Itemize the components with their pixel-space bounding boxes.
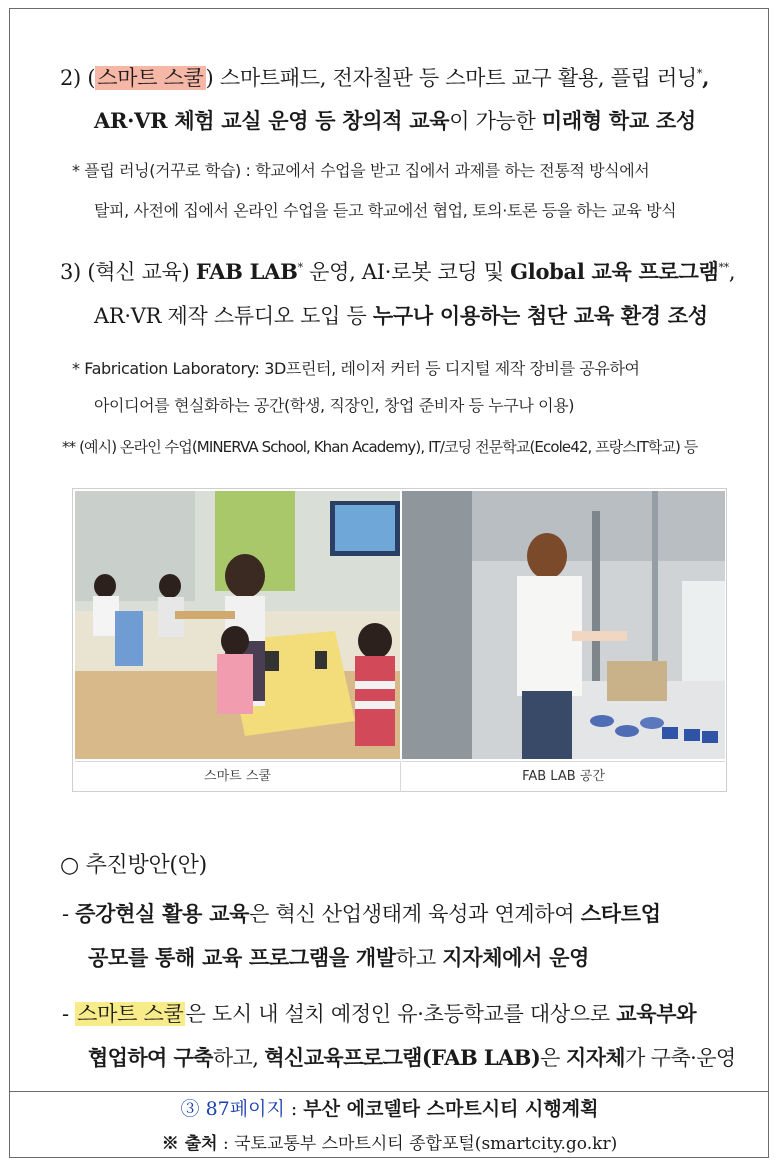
item2-note-line1: * 플립 러닝(거꾸로 학습) : 학교에서 수업을 받고 집에서 과제를 하는 전통적 방식에서 xyxy=(72,161,650,180)
bullet2-l2-bold-a: 협업하여 구축 xyxy=(88,1045,213,1070)
item2-number: 2) ( xyxy=(60,66,96,90)
item2-tag-highlight: 스마트 스쿨 xyxy=(97,66,204,90)
bullet1-l2-plain: 하고 xyxy=(395,946,443,970)
plan-bullet2-line1 xyxy=(62,998,696,1028)
photo-panel xyxy=(72,488,727,792)
item3-note-line1: * Fabrication Laboratory: 3D프린터, 레이저 커터 등 디지털 제작 장비를 공유하여 xyxy=(72,359,640,378)
item2-paren-close: ) xyxy=(205,66,214,90)
smart-school-caption: 스마트 스쿨 xyxy=(75,761,401,792)
item3-global: Global 교육 프로그램 xyxy=(510,259,719,284)
item2-line1 xyxy=(60,62,709,92)
plan-bullet2-line2 xyxy=(88,1042,736,1072)
footer-page-ref: ③ 87페이지 xyxy=(180,1098,285,1120)
item3-line2 xyxy=(94,300,708,330)
item2-comma: , xyxy=(702,65,710,90)
bullet1-bold-a: 증강현실 활용 교육 xyxy=(75,901,250,926)
item3-footnote-mark2: ** xyxy=(718,261,729,274)
bullet2-plain: 은 도시 내 설치 예정인 유·초등학교를 대상으로 xyxy=(185,1002,617,1026)
footer-source xyxy=(0,1129,779,1154)
plan-bullet1-line2 xyxy=(88,942,589,972)
bullet1-l2-bold-a: 공모를 통해 교육 프로그램을 개발 xyxy=(88,945,396,970)
bullet2-dash: - xyxy=(62,1002,76,1026)
bullet1-plain-b: 은 혁신 산업생태계 육성과 연계하여 xyxy=(249,902,581,926)
footer-source-sep: : xyxy=(217,1134,235,1154)
item3-line1 xyxy=(60,256,735,286)
item2-bold-c: 미래형 학교 조성 xyxy=(541,108,696,133)
item2-footnote-mark: * xyxy=(696,67,703,80)
footer-source-mark: ※ 출처 xyxy=(161,1134,218,1154)
item3-plain: AR·VR 제작 스튜디오 도입 등 xyxy=(94,304,373,328)
item2-text: 스마트패드, 전자칠판 등 스마트 교구 활용, 플립 러닝 xyxy=(213,66,697,90)
item2-note-line2: 탈피, 사전에 집에서 온라인 수업을 듣고 학교에선 협업, 토의·토론 등을 하는 교육 방식 xyxy=(94,201,677,220)
item3-number: 3) (혁신 교육) xyxy=(60,260,196,284)
item3-note-line2: 아이디어를 현실화하는 공간(학생, 직장인, 창업 준비자 등 누구나 이용) xyxy=(94,396,575,415)
bullet2-bold: 교육부와 xyxy=(616,1001,697,1026)
fab-lab-caption: FAB LAB 공간 xyxy=(402,761,725,792)
footer-source-text: 국토교통부 스마트시티 종합포털(smartcity.go.kr) xyxy=(234,1134,618,1154)
smart-school-photo xyxy=(75,491,400,759)
plan-bullet1-line1 xyxy=(62,898,661,928)
footer-doc-title: 부산 에코델타 스마트시티 시행계획 xyxy=(303,1098,599,1120)
footer-divider xyxy=(10,1091,768,1092)
item3-fablab: FAB LAB xyxy=(195,259,298,284)
bullet1-bold-c: 스타트업 xyxy=(580,901,661,926)
bullet2-highlight: 스마트 스쿨 xyxy=(77,1002,184,1026)
footer-sep: : xyxy=(284,1098,304,1120)
bullet1-dash: - xyxy=(62,902,76,926)
item3-footnote-mark1: * xyxy=(297,261,303,274)
item3-text: 운영, AI·로봇 코딩 및 xyxy=(302,260,511,284)
bullet2-l2-plain-b: 하고, xyxy=(212,1046,265,1070)
item2-plain: 이 가능한 xyxy=(449,109,542,133)
plan-heading: ○ 추진방안(안) xyxy=(60,853,207,878)
item2-line2 xyxy=(94,105,696,135)
footer-reference xyxy=(0,1094,779,1121)
item3-bold: 누구나 이용하는 첨단 교육 환경 조성 xyxy=(372,303,708,328)
bullet2-l2-plain-f: 가 구축·운영 xyxy=(625,1046,736,1070)
fab-lab-photo xyxy=(402,491,725,759)
item2-bold-a: AR·VR 체험 교실 운영 등 창의적 교육 xyxy=(94,108,450,133)
bullet2-l2-bold-c: 혁신교육프로그램(FAB LAB) xyxy=(264,1045,541,1070)
bullet2-l2-bold-e: 지자체 xyxy=(565,1045,625,1070)
item3-comma: , xyxy=(728,260,736,284)
item3-note2: ** (예시) 온라인 수업(MINERVA School, Khan Academy), IT/코딩 전문학교(Ecole42, 프랑스IT학교) 등 xyxy=(62,438,698,456)
bullet2-l2-plain-d: 은 xyxy=(540,1046,566,1070)
bullet1-l2-bold-c: 지자체에서 운영 xyxy=(442,945,590,970)
